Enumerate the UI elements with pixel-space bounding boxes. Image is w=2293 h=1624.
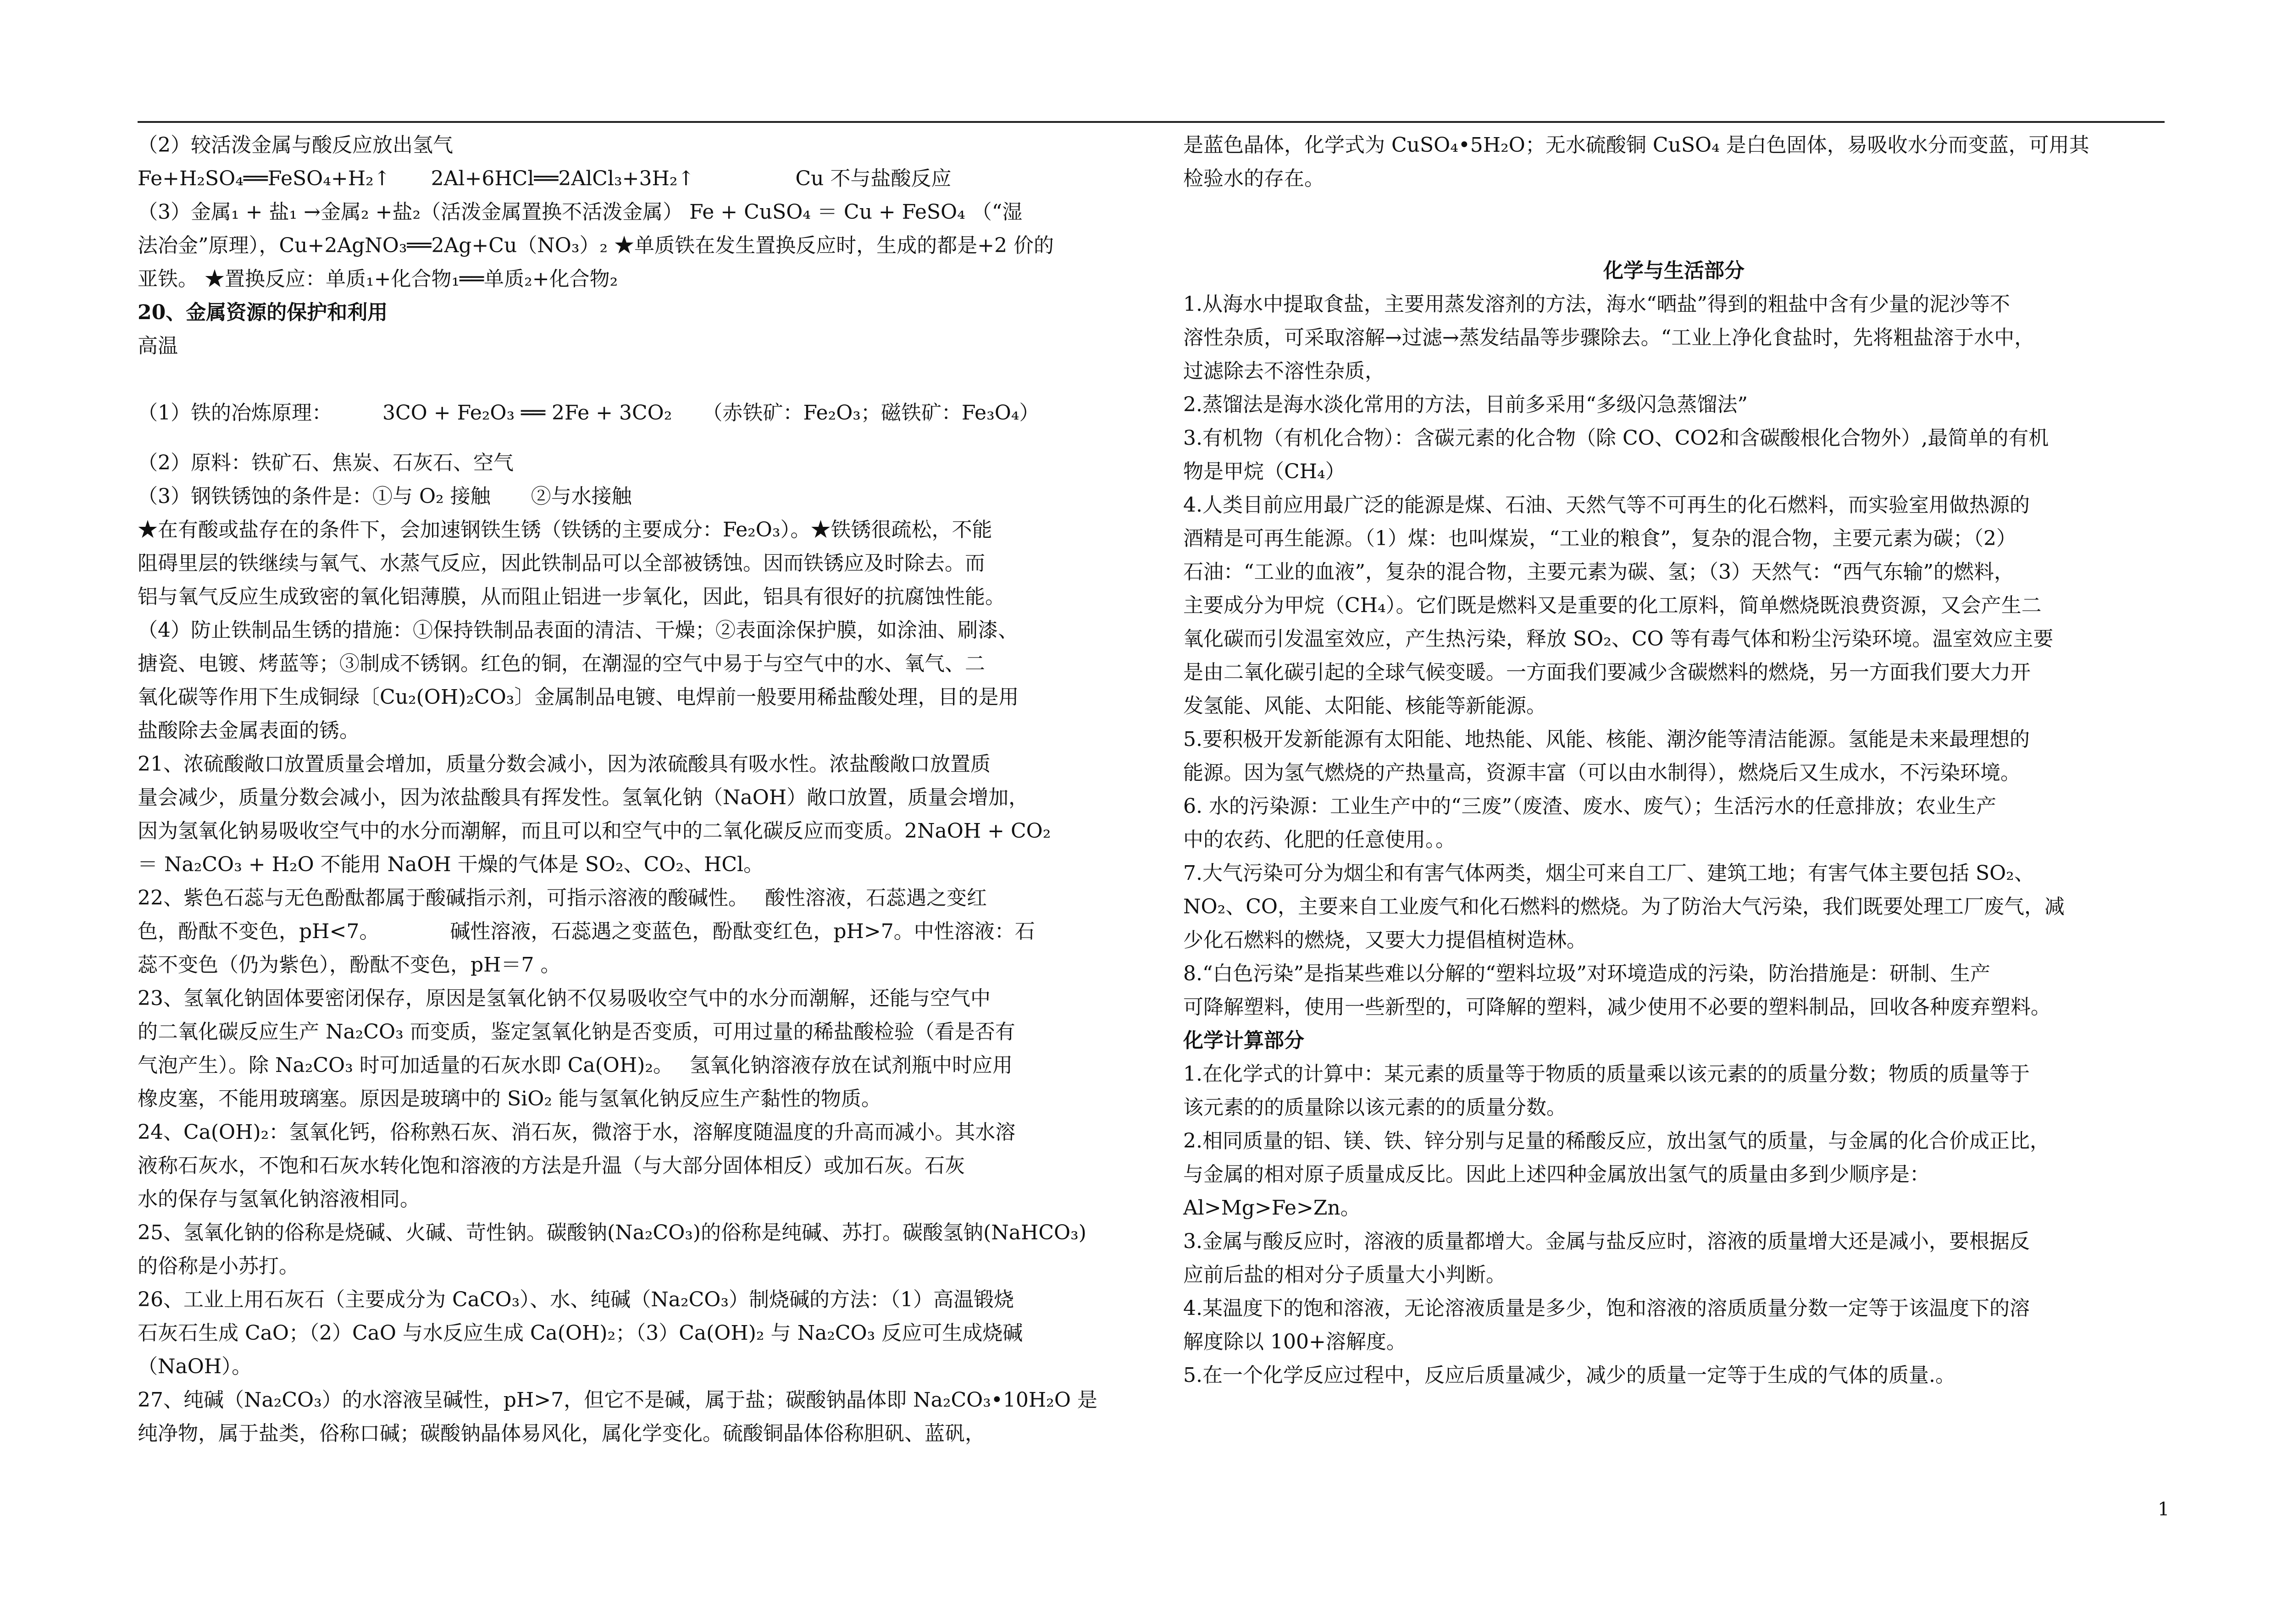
- text-line: 搪瓷、电镀、烤蓝等；③制成不锈钢。红色的铜，在潮湿的空气中易于与空气中的水、氧气、二: [138, 652, 985, 675]
- text-line: 氧化碳而引发温室效应，产生热污染，释放 SO₂、CO 等有毒气体和粉尘污染环境。温室效应主要: [1183, 627, 2054, 651]
- text-line: 盐酸除去金属表面的锈。: [138, 719, 360, 742]
- text-line: 7.大气污染可分为烟尘和有害气体两类，烟尘可来自工厂、建筑工地；有害气体主要包括 SO₂、: [1183, 862, 2034, 885]
- text-line: 27、纯碱（Na₂CO₃）的水溶液呈碱性，pH>7，但它不是碱，属于盐；碳酸钠晶体即 Na₂CO₃•10H₂O 是: [138, 1388, 1097, 1412]
- condition-label: 高温: [138, 334, 178, 358]
- section-title: 化学与生活部分: [1603, 259, 1745, 282]
- text-line: 法冶金”原理），Cu+2AgNO₃══2Ag+Cu（NO₃）₂ ★单质铁在发生置换反应时，生成的都是+2 价的: [138, 234, 1054, 257]
- text-line: 能源。因为氢气燃烧的产热量高，资源丰富（可以由水制得），燃烧后又生成水，不污染环境。: [1183, 761, 2021, 784]
- text-line: ＝ Na₂CO₃ + H₂O 不能用 NaOH 干燥的气体是 SO₂、CO₂、HCl。: [138, 853, 764, 876]
- text-line: 铝与氧气反应生成致密的氧化铝薄膜，从而阻止铝进一步氧化，因此，铝具有很好的抗腐蚀性能。: [138, 585, 1005, 608]
- text-line: （4）防止铁制品生锈的措施：①保持铁制品表面的清洁、干燥；②表面涂保护膜，如涂油、刷漆、: [138, 619, 1018, 642]
- text-line: NO₂、CO，主要来自工业废气和化石燃料的燃烧。为了防治大气污染，我们既要处理工厂废气，减: [1183, 895, 2065, 918]
- text-line: 5.在一个化学反应过程中，反应后质量减少，减少的质量一定等于生成的气体的质量.。: [1183, 1364, 1955, 1387]
- text-line: 物是甲烷（CH₄）: [1183, 460, 1346, 483]
- text-line: Al>Mg>Fe>Zn。: [1183, 1196, 1361, 1220]
- text-line: （2）较活泼金属与酸反应放出氢气: [138, 133, 453, 157]
- text-line: 25、氢氧化钠的俗称是烧碱、火碱、苛性钠。碳酸钠(Na₂CO₃)的俗称是纯碱、苏打。碳酸氢钠(NaHCO₃): [138, 1221, 1086, 1244]
- text-line: 溶性杂质，可采取溶解→过滤→蒸发结晶等步骤除去。“工业上净化食盐时，先将粗盐溶于水中，: [1183, 326, 2035, 349]
- text-line: 蕊不变色（仍为紫色），酚酞不变色，pH＝7 。: [138, 953, 561, 977]
- text-line: 过滤除去不溶性杂质，: [1183, 359, 1385, 383]
- text-line: 4.人类目前应用最广泛的能源是煤、石油、天然气等不可再生的化石燃料，而实验室用做热源的: [1183, 493, 2030, 517]
- text-line: 主要成分为甲烷（CH₄）。它们既是燃料又是重要的化工原料，简单燃烧既浪费资源，又会产生二: [1183, 594, 2042, 617]
- text-line: 24、Ca(OH)₂：氢氧化钙，俗称熟石灰、消石灰，微溶于水，溶解度随温度的升高而减小。其水溶: [138, 1121, 1016, 1144]
- text-line: 22、紫色石蕊与无色酚酞都属于酸碱指示剂，可指示溶液的酸碱性。 酸性溶液，石蕊遇之变红: [138, 886, 987, 910]
- text-line: 5.要积极开发新能源有太阳能、地热能、风能、核能、潮汐能等清洁能源。氢能是未来最理想的: [1183, 728, 2030, 751]
- text-line: 的俗称是小苏打。: [138, 1254, 299, 1278]
- text-line: 中的农药、化肥的任意使用。。: [1183, 828, 1456, 851]
- text-line: 发氢能、风能、太阳能、核能等新能源。: [1183, 694, 1546, 718]
- text-line: （3）金属₁ + 盐₁ →金属₂ +盐₂（活泼金属置换不活泼金属） Fe + CuSO₄ ＝ Cu + FeSO₄ （“湿: [138, 200, 1023, 224]
- text-line: 因为氢氧化钠易吸收空气中的水分而潮解，而且可以和空气中的二氧化碳反应而变质。2NaOH + CO₂: [138, 819, 1051, 843]
- text-line: 少化石燃料的燃烧，又要大力提倡植树造林。: [1183, 928, 1587, 952]
- equation-line: （1）铁的冶炼原理： 3CO + Fe₂O₃ ══ 2Fe + 3CO₂ （赤铁矿：Fe₂O₃；磁铁矿：Fe₃O₄）: [138, 401, 1040, 425]
- right-column: [1183, 128, 2165, 1392]
- text-line: 气泡产生）。除 Na₂CO₃ 时可加适量的石灰水即 Ca(OH)₂。 氢氧化钠溶液存放在试剂瓶中时应用: [138, 1054, 1013, 1077]
- text-line: 色，酚酞不变色，pH<7。 碱性溶液，石蕊遇之变蓝色，酚酞变红色，pH>7。中性溶液：石: [138, 920, 1035, 943]
- text-line: 石油：“工业的血液”，复杂的混合物，主要元素为碳、氢；（3）天然气：“西气东输”的燃料，: [1183, 560, 2014, 584]
- text-line: 解度除以 100+溶解度。: [1183, 1330, 1407, 1353]
- text-line: 阻碍里层的铁继续与氧气、水蒸气反应，因此铁制品可以全部被锈蚀。因而铁锈应及时除去。而: [138, 552, 985, 575]
- text-line: 2.相同质量的铝、镁、铁、锌分别与足量的稀酸反应，放出氢气的质量，与金属的化合价成正比，: [1183, 1129, 2050, 1153]
- text-line: 氧化碳等作用下生成铜绿〔Cu₂(OH)₂CO₃〕金属制品电镀、电焊前一般要用稀盐酸处理，目的是用: [138, 685, 1019, 709]
- text-line: 石灰石生成 CaO；（2）CaO 与水反应生成 Ca(OH)₂；（3）Ca(OH)₂ 与 Na₂CO₃ 反应可生成烧碱: [138, 1321, 1023, 1345]
- section-heading: 20、金属资源的保护和利用: [138, 301, 388, 324]
- text-line: 3.金属与酸反应时，溶液的质量都增大。金属与盐反应时，溶液的质量增大还是减小，要根据反: [1183, 1230, 2030, 1253]
- text-line: 该元素的的质量除以该元素的的质量分数。: [1183, 1096, 1567, 1119]
- text-line: 4.某温度下的饱和溶液，无论溶液质量是多少，饱和溶液的溶质质量分数一定等于该温度下的溶: [1183, 1297, 2030, 1320]
- text-line: 可降解塑料，使用一些新型的，可降解的塑料，减少使用不必要的塑料制品，回收各种废弃塑料。: [1183, 995, 2051, 1019]
- text-line: 应前后盐的相对分子质量大小判断。: [1183, 1263, 1506, 1287]
- text-line: 的二氧化碳反应生产 Na₂CO₃ 而变质，鉴定氢氧化钠是否变质，可用过量的稀盐酸检验（看是否有: [138, 1020, 1015, 1044]
- text-line: 检验水的存在。: [1183, 167, 1324, 190]
- text-line: 酒精是可再生能源。（1）煤：也叫煤炭，“工业的粮食”，复杂的混合物，主要元素为碳；（2）: [1183, 527, 2016, 550]
- text-line: 2.蒸馏法是海水淡化常用的方法，目前多采用“多级闪急蒸馏法”: [1183, 393, 1748, 416]
- text-line: 量会减少，质量分数会减小，因为浓盐酸具有挥发性。氢氧化钠（NaOH）敞口放置，质量会增加，: [138, 786, 1029, 809]
- text-line: ★在有酸或盐存在的条件下，会加速钢铁生锈（铁锈的主要成分：Fe₂O₃）。★铁锈很疏松，不能: [138, 518, 992, 541]
- text-line: 橡皮塞，不能用玻璃塞。原因是玻璃中的 SiO₂ 能与氢氧化钠反应生产黏性的物质。: [138, 1087, 881, 1110]
- text-line: 3.有机物（有机化合物）：含碳元素的化合物（除 CO、CO2和含碳酸根化合物外）,最简单的有机: [1183, 426, 2049, 450]
- text-line: 是蓝色晶体，化学式为 CuSO₄•5H₂O；无水硫酸铜 CuSO₄ 是白色固体，易吸收水分而变蓝，可用其: [1183, 133, 2089, 157]
- text-line: 21、浓硫酸敞口放置质量会增加，质量分数会减小，因为浓硫酸具有吸水性。浓盐酸敞口放置质: [138, 752, 991, 776]
- text-line: 纯净物，属于盐类，俗称口碱；碳酸钠晶体易风化，属化学变化。硫酸铜晶体俗称胆矾、蓝矾，: [138, 1422, 985, 1445]
- text-line: 1.从海水中提取食盐，主要用蒸发溶剂的方法，海水“晒盐”得到的粗盐中含有少量的泥沙等不: [1183, 293, 2010, 316]
- text-line: 23、氢氧化钠固体要密闭保存，原因是氢氧化钠不仅易吸收空气中的水分而潮解，还能与空气中: [138, 987, 991, 1010]
- section-title: 化学计算部分: [1183, 1029, 1304, 1052]
- text-line: 与金属的相对原子质量成反比。因此上述四种金属放出氢气的质量由多到少顺序是：: [1183, 1163, 1930, 1186]
- text-line: （NaOH）。: [138, 1355, 252, 1378]
- equation-line: Fe+H₂SO₄══FeSO₄+H₂↑ 2Al+6HCl══2AlCl₃+3H₂↑ Cu 不与盐酸反应: [138, 167, 952, 190]
- text-line: 8.“白色污染”是指某些难以分解的“塑料垃圾”对环境造成的污染，防治措施是：研制、生产: [1183, 962, 1990, 985]
- text-line: 是由二氧化碳引起的全球气候变暖。一方面我们要减少含碳燃料的燃烧，另一方面我们要大力开: [1183, 661, 2031, 684]
- left-column: [138, 128, 1169, 1450]
- text-line: 水的保存与氢氧化钠溶液相同。: [138, 1188, 420, 1211]
- text-line: （3）钢铁锈蚀的条件是：①与 O₂ 接触 ②与水接触: [138, 485, 632, 508]
- text-line: 6. 水的污染源：工业生产中的“三废”（废渣、废水、废气）；生活污水的任意排放；农业生产: [1183, 795, 1996, 818]
- text-line: （2）原料：铁矿石、焦炭、石灰石、空气: [138, 451, 514, 475]
- text-line: 液称石灰水，不饱和石灰水转化饱和溶液的方法是升温（与大部分固体相反）或加石灰。石灰: [138, 1154, 965, 1177]
- text-line: 亚铁。 ★置换反应：单质₁+化合物₁══单质₂+化合物₂: [138, 267, 618, 291]
- text-line: 26、工业上用石灰石（主要成分为 CaCO₃）、水、纯碱（Na₂CO₃）制烧碱的方法：（1）高温锻烧: [138, 1288, 1014, 1311]
- header-rule: [138, 121, 2165, 123]
- page-number: 1: [2158, 1499, 2170, 1520]
- text-line: 1.在化学式的计算中：某元素的质量等于物质的质量乘以该元素的的质量分数；物质的质量等于: [1183, 1062, 2030, 1086]
